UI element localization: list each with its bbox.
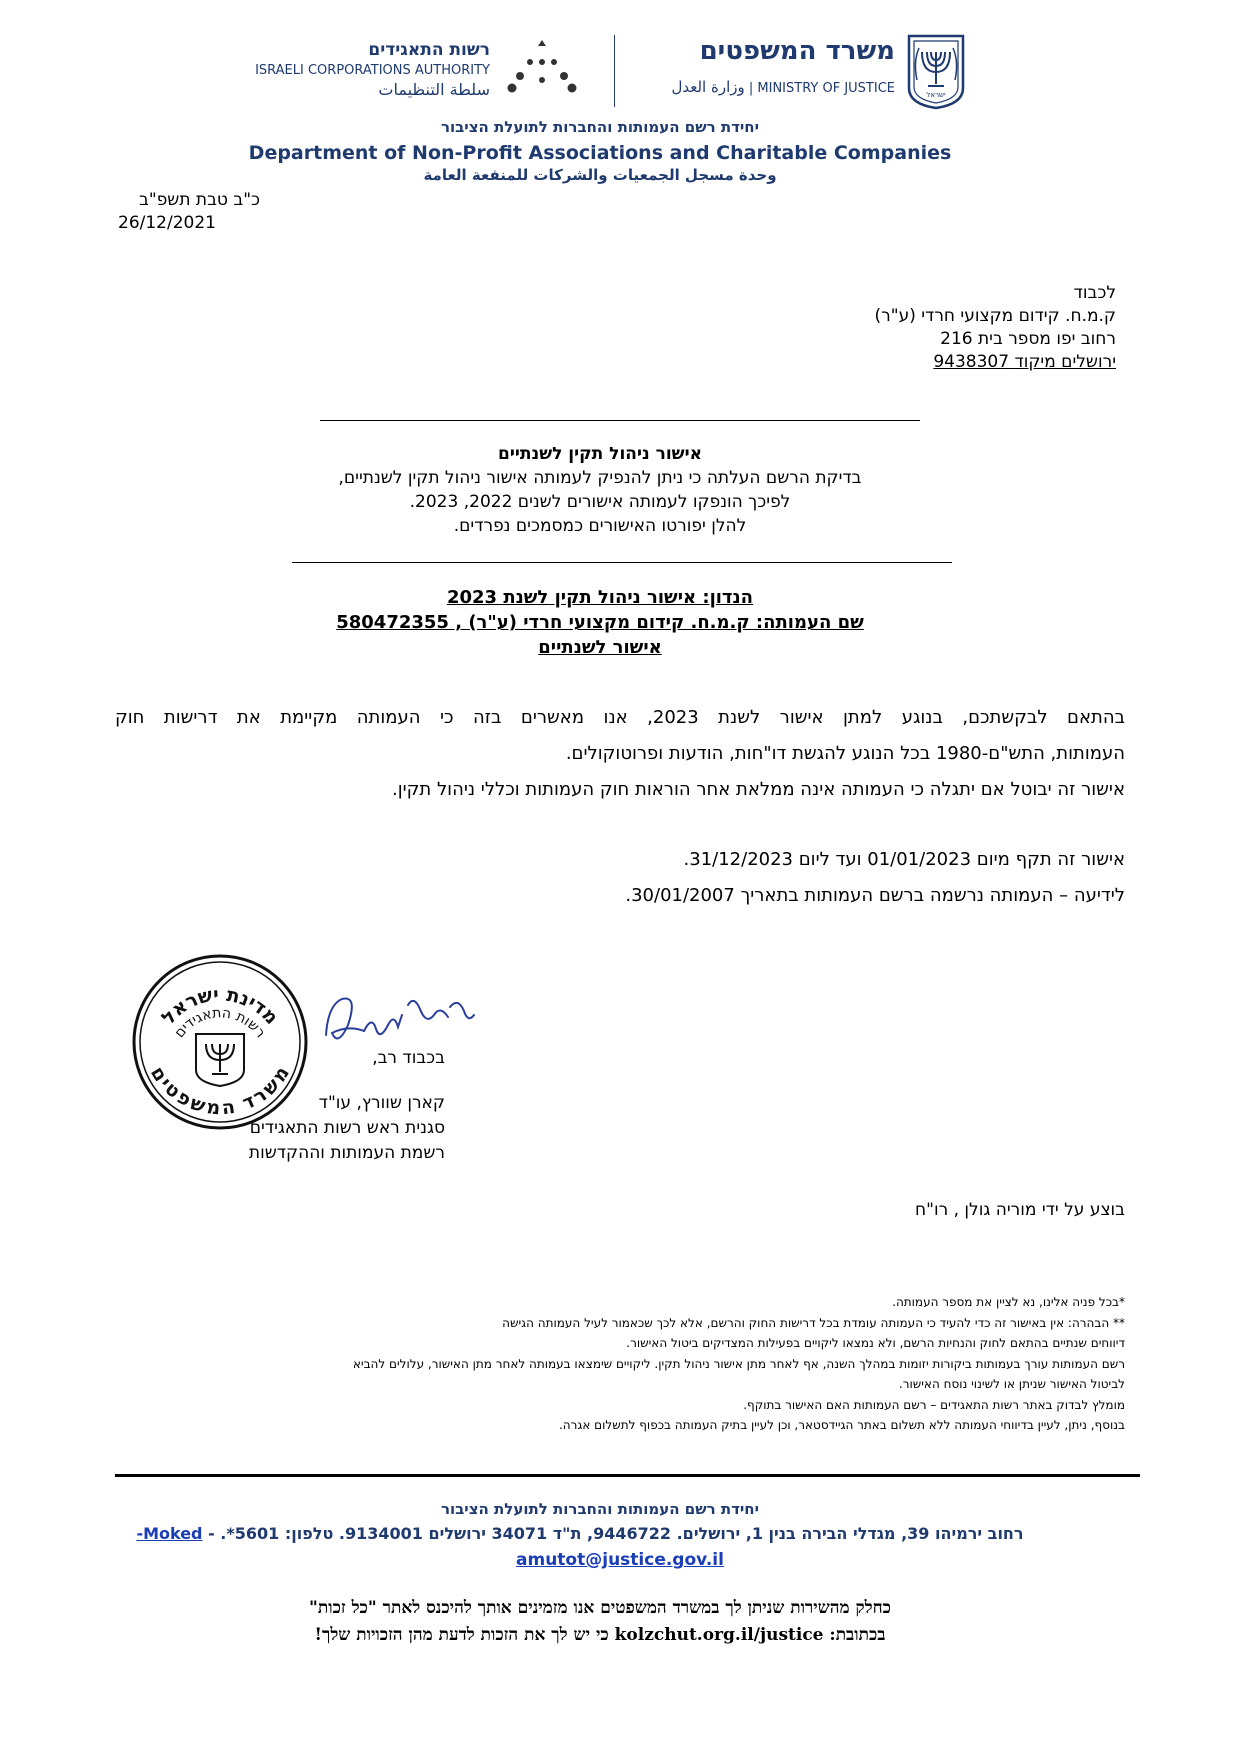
notice-line-1: בדיקת הרשם העלתה כי ניתן להנפיק לעמותה אישור ניהול תקין לשנתיים, xyxy=(338,468,862,488)
header-divider xyxy=(614,35,615,107)
notice-block xyxy=(250,442,950,538)
moj-english-label: MINISTRY OF JUSTICE xyxy=(757,81,895,96)
body-line-3: אישור זה יבוטל אם יתגלה כי העמותה אינה ממלאת אחר הוראות חוק העמותות וכללי ניהול תקין. xyxy=(391,779,1125,800)
separator-top xyxy=(320,420,920,421)
executed-by: בוצע על ידי מוריה גולן , רו"ח xyxy=(915,1200,1125,1220)
recipient-salutation: לכבוד xyxy=(1073,283,1116,303)
body-paragraph xyxy=(115,700,1125,808)
kolzchut-line-2: בכתובת: kolzchut.org.il/justice כי יש לך את הזכות לדעת מהן הזכויות שלך! xyxy=(314,1625,886,1645)
gregorian-date: 26/12/2021 xyxy=(118,213,216,233)
stamp-mid-text: רשות התאגידים xyxy=(171,1005,269,1042)
separator-bottom xyxy=(292,562,952,563)
kolzchut-block xyxy=(200,1595,1000,1649)
body-line-2: העמותות, התש"ם-1980 בכל הנוגע להגשת דו"חות, הודעות ופרוטוקולים. xyxy=(565,743,1125,764)
body-line-1: בהתאם לבקשתכם, בנוגע למתן אישור לשנת 2023, אנו מאשרים בזה כי העמותה מקיימת את דרישות חוק xyxy=(115,707,1125,728)
email-link[interactable]: amutot@justice.gov.il xyxy=(516,1550,724,1570)
unit-english-title: Department of Non-Profit Associations and Charitable Companies xyxy=(248,142,952,164)
kolzchut-line-1: כחלק מהשירות שניתן לך במשרד המשפטים אנו מזמינים אותך להיכנס לאתר "כל זכות" xyxy=(309,1598,891,1618)
notice-line-2: לפיכך הונפקו לעמותה אישורים לשנים 2022, 2023. xyxy=(409,492,791,512)
notice-title: אישור ניהול תקין לשנתיים xyxy=(498,444,702,464)
validity-line: אישור זה תקף מיום 01/01/2023 ועד ליום 31/12/2023. xyxy=(683,849,1125,870)
footer-unit: יחידת רשם העמותות והחברות לתועלת הציבור xyxy=(440,1500,760,1518)
hebrew-date: כ"ב טבת תשפ"ב xyxy=(139,190,260,210)
footnotes xyxy=(70,1292,1125,1436)
signer-title-1: סגנית ראש רשות התאגידים xyxy=(249,1118,445,1138)
signature-regards: בכבוד רב, xyxy=(372,1048,445,1068)
signer-title-2: רשמת העמותות וההקדשות xyxy=(248,1143,445,1163)
ica-hebrew-name: רשות התאגידים xyxy=(368,40,490,60)
moj-logo-block xyxy=(640,30,970,110)
recipient-block xyxy=(616,282,1116,374)
signature-block xyxy=(180,1046,445,1166)
emblem-caption: ישראל xyxy=(926,91,946,99)
registration-line: לידיעה – העמותה נרשמה ברשם העמותות בתאריך 30/01/2007. xyxy=(625,885,1125,906)
stamp-top-text: מדינת ישראל xyxy=(157,983,283,1029)
footnote-6: מומלץ לבדוק באתר רשות התאגידים – רשם העמותות האם האישור בתוקף. xyxy=(743,1397,1125,1412)
moked-link[interactable]: Moked- xyxy=(136,1524,203,1543)
subject-line-2: שם העמותה: ק.מ.ח. קידום מקצועי חרדי (ע"ר) , 580472355 xyxy=(336,612,864,633)
footnote-5: לביטול האישור שניתן או לשינוי נוסח האישור. xyxy=(898,1377,1125,1391)
moj-hebrew-name: משרד המשפטים xyxy=(699,36,895,66)
moj-english-name: وزارة العدل | MINISTRY OF JUSTICE xyxy=(671,78,895,96)
unit-hebrew-title: יחידת רשם העמותות והחברות לתועלת הציבור xyxy=(440,118,760,136)
ica-logo-block xyxy=(255,38,620,108)
ica-dots-logo-icon xyxy=(505,40,580,95)
recipient-name: ק.מ.ח. קידום מקצועי חרדי (ע"ר) xyxy=(874,306,1116,326)
recipient-street: רחוב יפו מספר בית 216 xyxy=(940,329,1116,349)
subject-block xyxy=(270,585,930,660)
subject-line-1: הנדון: אישור ניהול תקין לשנת 2023 xyxy=(446,587,754,608)
menorah-emblem-icon xyxy=(905,32,967,110)
footer-address-line xyxy=(120,1524,1040,1543)
footnote-1: *בכל פניה אלינו, נא לציין את מספר העמותה. xyxy=(892,1295,1125,1309)
footer-email-line xyxy=(400,1550,840,1570)
ica-arabic-name: سلطة التنظيمات xyxy=(378,80,490,99)
footer-address: רחוב ירמיהו 39, מגדלי הבירה בנין 1, ירושלים. 9446722, ת"ד 34071 ירושלים 9134001. טלפון: 5601*. - xyxy=(208,1524,1024,1543)
subject-line-3: אישור לשנתיים xyxy=(538,637,662,658)
footer-rule xyxy=(115,1474,1140,1477)
footnote-4: רשם העמותות עורך בעמותות ביקורות יזומות במהלך השנה, אף לאחר מתן אישור ניהול תקין. ליקויים שימצאו בעמותה לאחר מתן האישור, עלולים להביא xyxy=(352,1356,1125,1371)
footnote-7: בנוסף, ניתן, לעיין בדיווחי העמותה ללא תשלום באתר הגיידסטאר, וכן לעיין בתיק העמותה בכפוף לתשלום אגרה. xyxy=(558,1418,1125,1432)
signer-name: קארן שוורץ, עו"ד xyxy=(318,1093,445,1113)
recipient-city: ירושלים מיקוד 9438307 xyxy=(933,352,1116,372)
notice-line-3: להלן יפורטו האישורים כמסמכים נפרדים. xyxy=(453,516,747,536)
moj-arabic-name: وزارة العدل xyxy=(671,78,745,96)
unit-arabic-title: وحدة مسجل الجمعيات والشركات للمنفعة العامة xyxy=(423,166,777,184)
validity-block xyxy=(115,842,1125,914)
stamp-bottom-text: משרד המשפטים xyxy=(146,1062,294,1120)
ica-english-name: ISRAELI CORPORATIONS AUTHORITY xyxy=(255,63,490,78)
footnote-3: דיווחים שנתיים בהתאם לחוק והנחיות הרשם, ולא נמצאו ליקויים בפעילות המצדיקים ביטול האישור. xyxy=(626,1336,1125,1350)
footnote-2: ** הבהרה: אין באישור זה כדי להעיד כי העמותה עומדת בכל דרישות החוק והרשם, אלא לכך שכאמור לעיל העמותה הגישה xyxy=(502,1315,1125,1330)
